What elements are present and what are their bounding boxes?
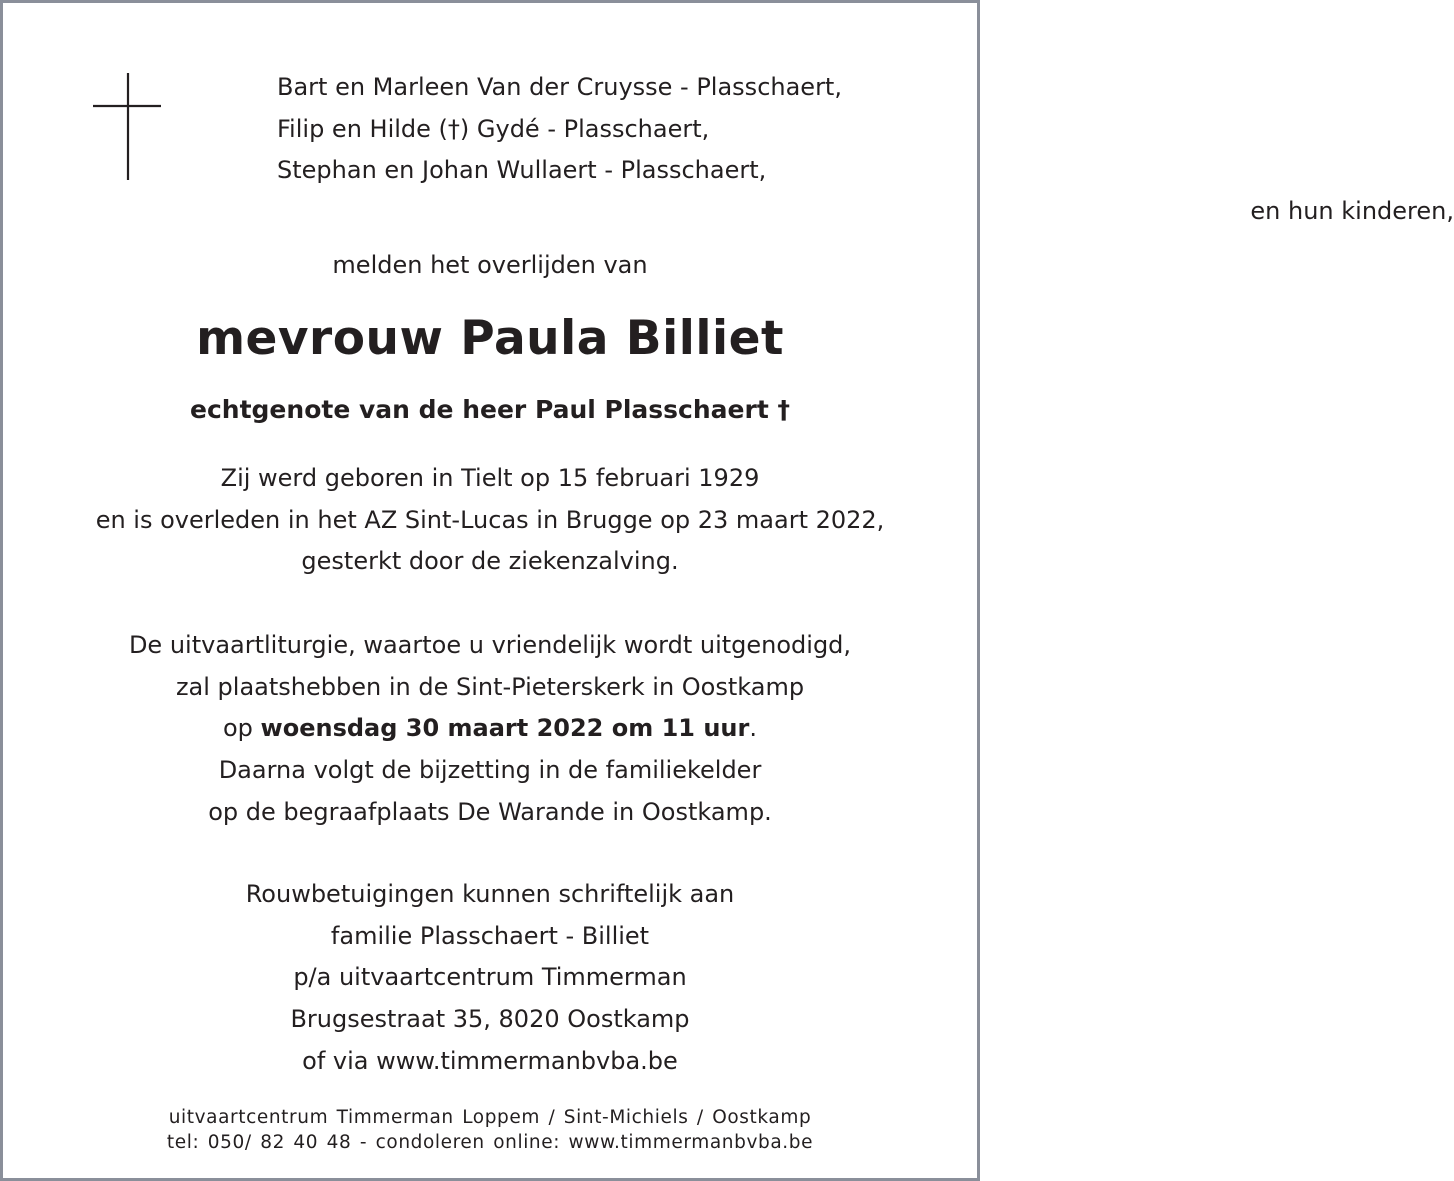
text-prefix: op xyxy=(223,714,261,743)
deceased-name: mevrouw Paula Billiet xyxy=(196,311,784,366)
text-line: Daarna volgt de bijzetting in de familiekelder xyxy=(218,756,762,785)
footer-line: tel: 050/ 82 40 48 - condoleren online: www.timmermanbvba.be xyxy=(166,1132,814,1153)
text-line: Brugsestraat 35, 8020 Oostkamp xyxy=(290,1005,690,1034)
text-line: zal plaatshebben in de Sint-Pieterskerk in Oostkamp xyxy=(175,672,805,701)
text-suffix: . xyxy=(749,714,757,743)
cross-icon xyxy=(93,73,163,183)
family-line: Stephan en Johan Wullaert - Plasschaert, xyxy=(277,156,767,184)
family-line: Filip en Hilde (†) Gydé - Plasschaert, xyxy=(277,114,710,143)
text-line: op de begraafplaats De Warande in Oostkamp. xyxy=(208,797,772,826)
text-line: gesterkt door de ziekenzalving. xyxy=(301,547,679,576)
deceased-spouse: echtgenote van de heer Paul Plasschaert † xyxy=(190,395,790,424)
footer xyxy=(3,1105,977,1155)
footer-line: uitvaartcentrum Timmerman Loppem / Sint-Michiels / Oostkamp xyxy=(168,1107,812,1128)
text-line: en is overleden in het AZ Sint-Lucas in Brugge op 23 maart 2022, xyxy=(95,505,885,534)
family-block xyxy=(277,67,1454,225)
text-line: Rouwbetuigingen kunnen schriftelijk aan xyxy=(245,880,735,908)
text-line: De uitvaartliturgie, waartoe u vriendelijk wordt uitgenodigd, xyxy=(128,631,852,659)
text-line: p/a uitvaartcentrum Timmerman xyxy=(293,963,687,992)
text-line: Zij werd geboren in Tielt op 15 februari 1929 xyxy=(220,464,760,492)
announcement: melden het overlijden van xyxy=(332,251,648,279)
family-children: en hun kinderen, xyxy=(1250,197,1454,225)
birth-death-block xyxy=(3,458,977,583)
liturgy-date: woensdag 30 maart 2022 om 11 uur xyxy=(260,714,750,743)
liturgy-block xyxy=(3,625,977,834)
condolence-block xyxy=(3,874,977,1083)
text-line: familie Plasschaert - Billiet xyxy=(330,921,650,950)
family-line: Bart en Marleen Van der Cruysse - Plasschaert, xyxy=(277,73,842,101)
text-line: of via www.timmermanbvba.be xyxy=(302,1046,678,1075)
liturgy-date-line xyxy=(3,708,977,750)
